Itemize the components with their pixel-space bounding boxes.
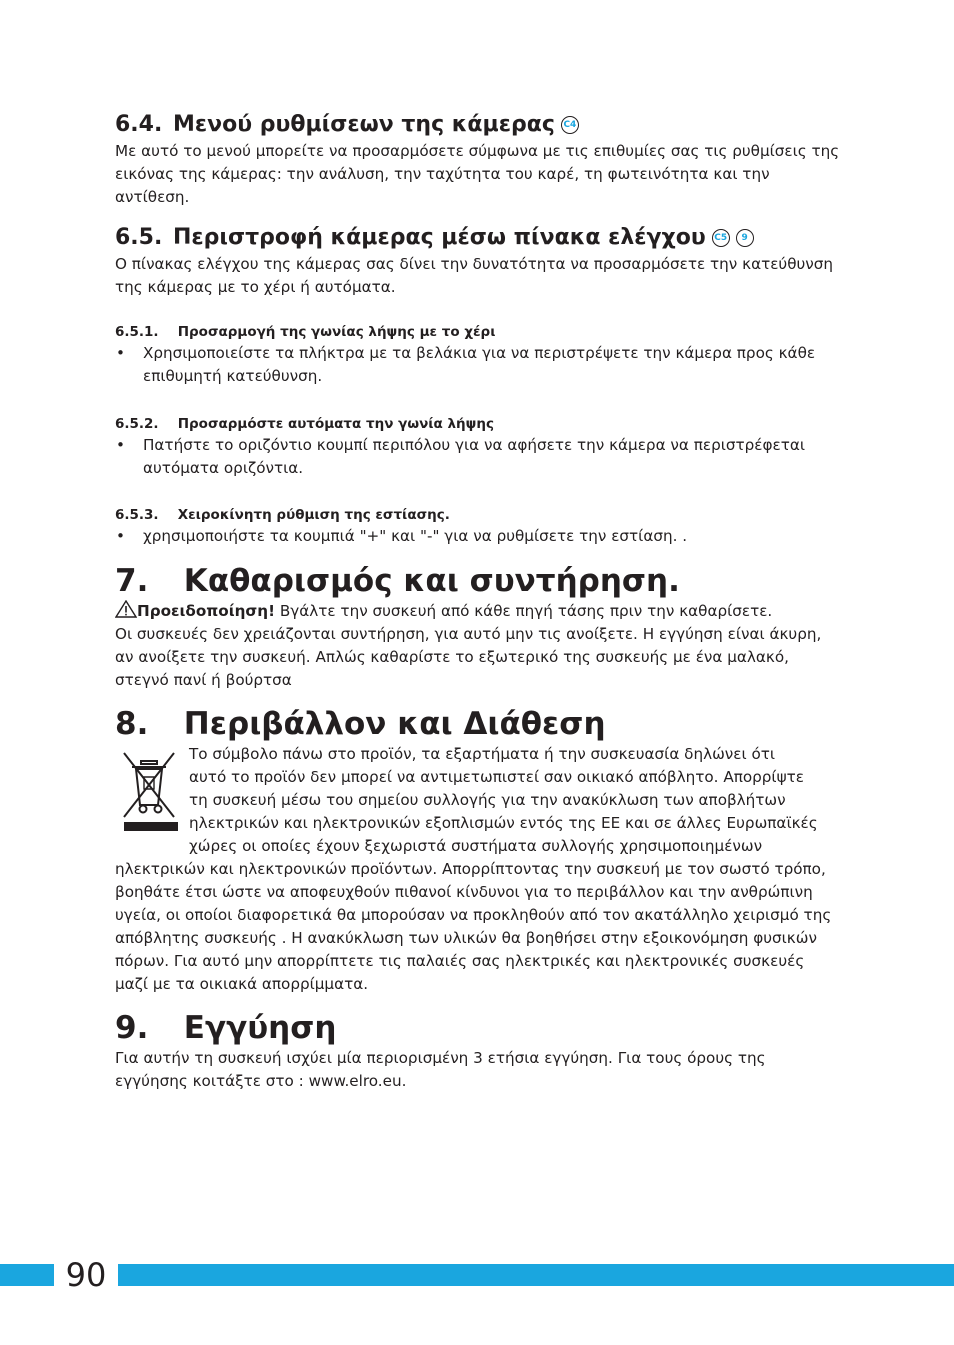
warning-label: Προειδοποίηση!: [137, 602, 276, 620]
subsection-title: Χειροκίνητη ρύθμιση της εστίασης.: [177, 507, 450, 523]
chapter-title: Εγγύηση: [183, 1010, 337, 1046]
page-number: 90: [54, 1258, 118, 1292]
section-6-5-2-heading: [115, 414, 840, 434]
footer-bar: [0, 1264, 954, 1286]
environment-indented-text: [115, 743, 840, 858]
section-title: Περιστροφή κάμερας μέσω πίνακα ελέγχου: [173, 225, 706, 250]
subsection-title: Προσαρμόστε αυτόματα την γωνία λήψης: [177, 416, 494, 432]
list-item-text: Πατήστε το οριζόντιο κουμπί περιπόλου για να αφήσετε την κάμερα να περιστρέφεται αυτόματα οριζόντια.: [143, 436, 805, 477]
chapter-number: 7.: [115, 563, 149, 599]
page-content: [115, 110, 840, 1093]
section-6-5-body: Ο πίνακας ελέγχου της κάμερας σας δίνει την δυνατότητα να προσαρμόσετε την κατεύθυνση της κάμερας με το χέρι ή αυτόματα.: [115, 255, 834, 296]
text-line: χώρες οι οποίες έχουν ξεχωριστά συστήματα συλλογής χρησιμοποιημένων: [189, 837, 763, 855]
section-6-5-3-heading: [115, 505, 840, 525]
section-number: 6.5.: [115, 225, 163, 250]
section-6-4-heading: [115, 110, 840, 140]
warning-triangle-icon: [115, 600, 137, 618]
weee-crossed-bin-icon: [120, 747, 178, 831]
list-item: • Πατήστε το οριζόντιο κουμπί περιπόλου για να αφήσετε την κάμερα να περιστρέφεται αυτόματα οριζόντια.: [115, 434, 840, 480]
warning-line: [115, 600, 840, 623]
text-line: ηλεκτρικών και ηλεκτρονικών εξοπλισμών εντός της ΕΕ και σε άλλες Ευρωπαϊκές: [189, 814, 818, 832]
section-9-heading: [115, 1009, 840, 1047]
section-6-4-body: Με αυτό το μενού μπορείτε να προσαρμόσετε σύμφωνα με τις επιθυμίες σας τις ρυθμίσεις της εικόνας της κάμερας: την ανάλυση, την ταχύτητα του καρέ, τη φωτεινότητα και την αντίθεση.: [115, 142, 840, 206]
text-line: Το σύμβολο πάνω στο προϊόν, τα εξαρτήματα ή την συσκευασία δηλώνει ότι: [189, 745, 776, 763]
list-item: • Χρησιμοποιείστε τα πλήκτρα με τα βελάκια για να περιστρέψετε την κάμερα προς κάθε επιθυμητή κατεύθυνση.: [115, 342, 840, 388]
subsection-number: 6.5.3.: [115, 507, 159, 523]
button-reference-badge: C4: [561, 116, 579, 134]
chapter-title: Καθαρισμός και συντήρηση.: [183, 563, 680, 599]
section-number: 6.4.: [115, 112, 163, 137]
text-line: αυτό το προϊόν δεν μπορεί να αντιμετωπιστεί σαν οικιακό απόβλητο. Απορρίψτε: [189, 768, 804, 786]
section-6-5-1-heading: [115, 322, 840, 342]
section-9-body: Για αυτήν τη συσκευή ισχύει μία περιορισμένη 3 ετήσια εγγύηση. Για τους όρους της εγγύησης κοιτάξτε στο : www.elro.eu.: [115, 1049, 766, 1090]
list-item-text: Χρησιμοποιείστε τα πλήκτρα με τα βελάκια για να περιστρέψετε την κάμερα προς κάθε επιθυμητή κατεύθυνση.: [143, 344, 816, 385]
subsection-number: 6.5.1.: [115, 324, 159, 340]
environment-block: [115, 743, 840, 858]
warning-text: Βγάλτε την συσκευή από κάθε πηγή τάσης πριν την καθαρίσετε.: [275, 602, 773, 620]
chapter-title: Περιβάλλον και Διάθεση: [183, 706, 606, 742]
subsection-number: 6.5.2.: [115, 416, 159, 432]
list-item-text: χρησιμοποιήστε τα κουμπιά "+" και "-" για να ρυθμίσετε την εστίαση. .: [143, 527, 688, 545]
section-6-5-heading: [115, 223, 840, 253]
list-item: • χρησιμοποιήστε τα κουμπιά "+" και "-" για να ρυθμίσετε την εστίαση. .: [115, 525, 840, 548]
chapter-number: 8.: [115, 706, 149, 742]
section-7-heading: [115, 562, 840, 600]
subsection-title: Προσαρμογή της γωνίας λήψης με το χέρι: [177, 324, 496, 340]
text-line: τη συσκευή μέσω του σημείου συλλογής για την ανακύκλωση των αποβλήτων: [189, 791, 786, 809]
section-7-body: Οι συσκευές δεν χρειάζονται συντήρηση, για αυτό μην τις ανοίξετε. Η εγγύηση είναι άκυρη, αν ανοίξετε την συσκευή. Απλώς καθαρίστε το εξωτερικό της συσκευής με ένα μαλακό, στεγνό πανί ή βούρτσα: [115, 625, 822, 689]
section-8-heading: [115, 705, 840, 743]
section-8-body: ηλεκτρικών και ηλεκτρονικών προϊόντων. Απορρίπτοντας την συσκευή με τον σωστό τρόπο, βοηθάτε έτσι ώστε να αποφευχθούν πιθανοί κίνδυνοι για το περιβάλλον και την ανθρώπινη υγεία, οι οποίοι διαφορετικά θα μπορούσαν να προκληθούν από τον ακατάλληλο χειρισμό της απόβλητης συσκευής . Η ανακύκλωση των υλικών θα βοηθήσει στην εξοικονόμηση φυσικών πόρων. Για αυτό μην απορρίπτετε τις παλαιές σας ηλεκτρικές και ηλεκτρονικές συσκευές μαζί με τα οικιακά απορρίμματα.: [115, 860, 832, 993]
button-reference-badge: C5: [712, 229, 730, 247]
figure-reference-badge: 9: [736, 229, 754, 247]
chapter-number: 9.: [115, 1010, 149, 1046]
section-title: Μενού ρυθμίσεων της κάμερας: [173, 112, 555, 137]
